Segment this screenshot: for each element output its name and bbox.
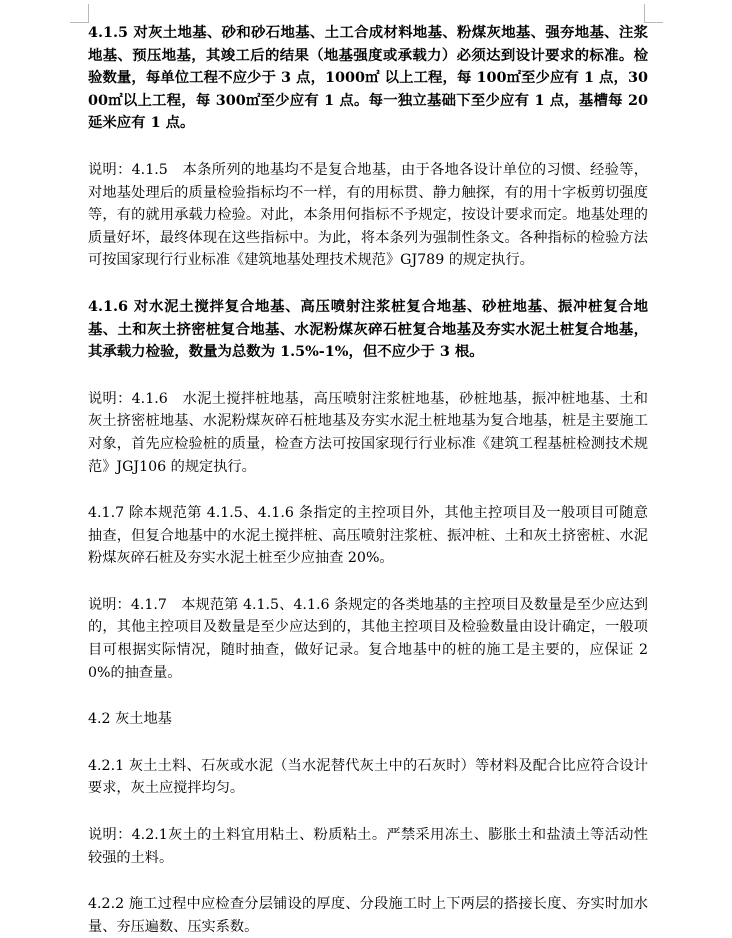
note-4-2-1: 说明：4.2.1灰土的土料宜用粘土、粉质粘土。严禁采用冻土、膨胀土和盐渍土等活动性较强的土料。 <box>88 827 648 866</box>
margin-mark-top-left <box>70 4 89 23</box>
note-4-1-7: 说明：4.1.7 本规范第 4.1.5、4.1.6 条规定的各类地基的主控项目及数量是至少应达到的，其他主控项目及数量是至少应达到的，其他主控项目及检验数量由设计确定，一般项目可根据实际情况，随时抽查，做好记录。复合地基中的桩的施工是主要的，应保证 20%的抽查量。 <box>88 596 648 681</box>
clause-4-2-1: 4.2.1 灰土土料、石灰或水泥（当水泥替代灰土中的石灰时）等材料及配合比应符合设计要求，灰土应搅拌均匀。 <box>88 757 648 797</box>
margin-mark-top-right <box>644 4 663 23</box>
clause-4-1-7: 4.1.7 除本规范第 4.1.5、4.1.6 条指定的主控项目外，其他主控项目及一般项目可随意抽查，但复合地基中的水泥土搅拌桩、高压喷射注浆桩、振冲桩、土和灰土挤密桩、水泥粉煤灰碎石桩及夯实水泥土桩至少应抽查 20%。 <box>88 505 648 567</box>
section-heading-4-2: 4.2 灰土地基 <box>88 711 172 728</box>
note-4-1-6: 说明：4.1.6 水泥土搅拌桩地基，高压喷射注浆桩地基，砂桩地基，振冲桩地基、土和灰土挤密桩地基、水泥粉煤灰碎石桩地基及夯实水泥土桩地基为复合地基，桩是主要施工对象，首先应检验桩的质量，检查方法可按国家现行行业标准《建筑工程基桩检测技术规范》JGJ106 的规定执行。 <box>88 390 648 475</box>
clause-4-1-5: 4.1.5 对灰土地基、砂和砂石地基、土工合成材料地基、粉煤灰地基、强夯地基、注浆地基、预压地基，其竣工后的结果（地基强度或承载力）必须达到设计要求的标准。检验数量，每单位工程不应少于 3 点，1000㎡ 以上工程，每 100㎡至少应有 1 点，3000㎡以上工程，每 300㎡至少应有 1 点。每一独立基础下至少应有 1 点，基槽每 20 延米应有 1 点。 <box>88 24 648 132</box>
clause-4-2-2: 4.2.2 施工过程中应检查分层铺设的厚度、分段施工时上下两层的搭接长度、夯实时加水量、夯压遍数、压实系数。 <box>88 896 648 935</box>
document-body <box>88 22 648 938</box>
clause-4-1-6: 4.1.6 对水泥土搅拌复合地基、高压喷射注浆桩复合地基、砂桩地基、振冲桩复合地基、土和灰土挤密桩复合地基、水泥粉煤灰碎石桩复合地基及夯实水泥土桩复合地基，其承载力检验，数量为总数为 1.5%-1%，但不应少于 3 根。 <box>88 297 648 361</box>
note-4-1-5: 说明：4.1.5 本条所列的地基均不是复合地基，由于各地各设计单位的习惯、经验等，对地基处理后的质量检验指标均不一样，有的用标贯、静力触探，有的用十字板剪切强度等，有的就用承载力检验。对此，本条用何指标不予规定，按设计要求而定。地基处理的质量好坏，最终体现在这些指标中。为此，将本条列为强制性条文。各种指标的检验方法可按国家现行行业标准《建筑地基处理技术规范》GJ789 的规定执行。 <box>88 161 648 269</box>
